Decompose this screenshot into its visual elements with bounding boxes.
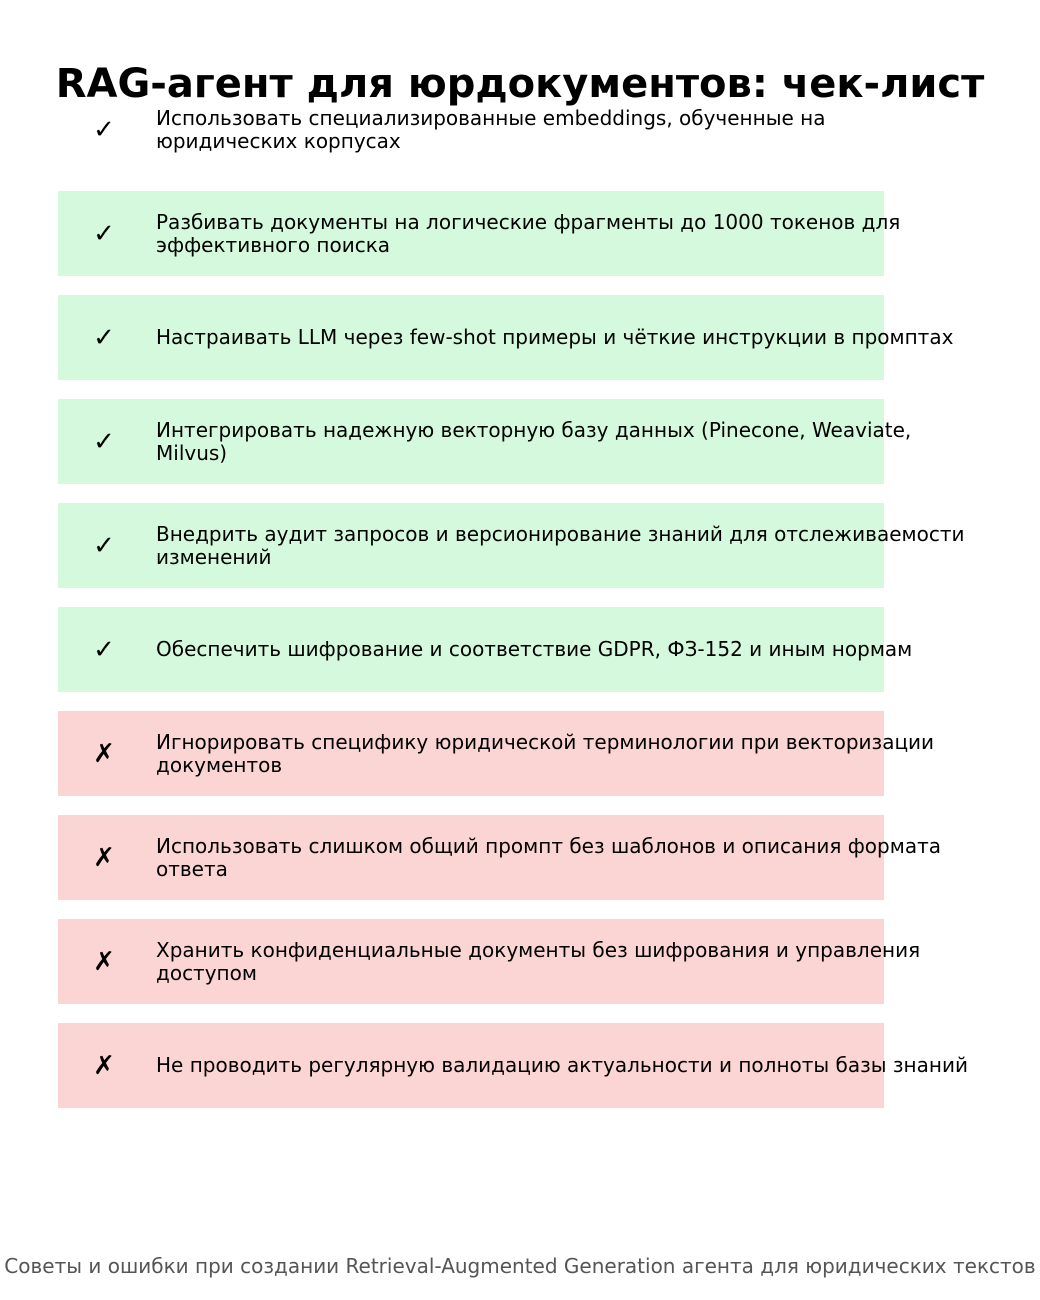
checklist-item-text: Обеспечить шифрование и соответствие GDPR, ФЗ-152 и иным нормам	[156, 637, 913, 661]
check-icon: ✓	[93, 530, 115, 561]
checklist-item-bad	[58, 919, 921, 1004]
checklist-item-text: Хранить конфиденциальные документы без шифрования и управления доступом	[156, 937, 921, 985]
check-icon: ✓	[93, 634, 115, 665]
checklist-item-good	[58, 295, 954, 380]
checklist-item-text: Внедрить аудит запросов и версионирование знаний для отслеживаемости изменений	[156, 521, 965, 569]
checklist-item-text: Использовать специализированные embeddings, обученные на юридических корпусах	[156, 105, 826, 153]
checklist-item-good	[58, 191, 901, 276]
checklist-item-good	[58, 399, 912, 484]
checklist-item-text: Настраивать LLM через few-shot примеры и чёткие инструкции в промптах	[156, 325, 954, 349]
checklist-item-text: Разбивать документы на логические фрагменты до 1000 токенов для эффективного поиска	[156, 209, 901, 257]
checklist-item-bad	[58, 815, 941, 900]
check-icon: ✓	[93, 218, 115, 249]
checklist-item-good	[58, 87, 884, 172]
cross-icon: ✗	[93, 1050, 115, 1081]
checklist-item-bad	[58, 711, 935, 796]
footer-caption: Советы и ошибки при создании Retrieval-Augmented Generation агента для юридических текстов	[4, 1254, 1036, 1278]
check-icon: ✓	[93, 322, 115, 353]
checklist-item-text: Не проводить регулярную валидацию актуальности и полноты базы знаний	[156, 1053, 968, 1077]
checklist-item-good	[58, 607, 913, 692]
checklist-item-good	[58, 503, 965, 588]
checklist-item-bad	[58, 1023, 968, 1108]
cross-icon: ✗	[93, 738, 115, 769]
cross-icon: ✗	[93, 946, 115, 977]
checklist-item-text: Интегрировать надежную векторную базу данных (Pinecone, Weaviate, Milvus)	[156, 417, 912, 465]
check-icon: ✓	[93, 426, 115, 457]
checklist-item-text: Использовать слишком общий промпт без шаблонов и описания формата ответа	[156, 833, 941, 881]
checklist-item-text: Игнорировать специфику юридической терминологии при векторизации документов	[156, 729, 935, 777]
page-title: RAG-агент для юрдокументов: чек-лист	[55, 61, 985, 107]
cross-icon: ✗	[93, 842, 115, 873]
check-icon: ✓	[93, 114, 115, 145]
